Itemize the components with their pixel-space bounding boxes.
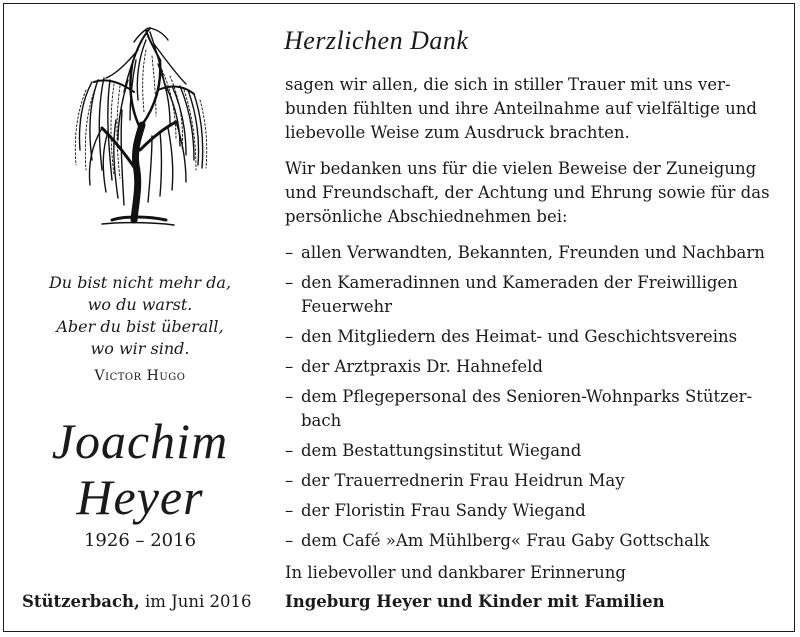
list-item-text: den Kameradinnen und Kameraden der Freiwilligen [301,273,738,292]
list-dash: – [285,357,294,376]
list-item-text: der Trauerrednerin Frau Heidrun May [301,471,625,490]
list-item-text: allen Verwandten, Bekannten, Freunden und Nachbarn [301,243,765,262]
list-item-text: der Arztpraxis Dr. Hahnefeld [301,357,543,376]
list-item-text: dem Pflegepersonal des Senioren-Wohnparks Stützer- [301,387,753,406]
list-item [285,271,785,319]
paragraph-line: sagen wir allen, die sich in stiller Trauer mit uns ver- [285,75,731,94]
place-name: Stützerbach, [22,592,140,611]
list-dash: – [285,531,294,550]
closing-line: In liebevoller und dankbarer Erinnerung [285,563,626,582]
life-years: 1926 – 2016 [83,530,197,551]
list-item [285,469,785,493]
quote-line: wo du warst. [87,295,193,314]
list-dash: – [285,471,294,490]
thanks-paragraph-2 [285,157,773,229]
list-dash: – [285,273,294,292]
thanks-paragraph-1 [285,73,773,145]
place-date [22,592,252,611]
list-item [285,529,785,553]
paragraph-line: persönliche Abschiednehmen bei: [285,207,568,226]
list-item [285,355,785,379]
deceased-last-name: Heyer [76,469,204,525]
paragraph-line: bunden fühlten und ihre Anteilnahme auf vielfältige und [285,99,757,118]
list-item-text: dem Bestattungsinstitut Wiegand [301,441,582,460]
paragraph-line: Wir bedanken uns für die vielen Beweise der Zuneigung [285,159,757,178]
list-item [285,241,785,265]
list-dash: – [285,501,294,520]
list-item-text: bach [301,411,342,430]
quote [10,272,270,360]
list-dash: – [285,441,294,460]
list-item [285,325,785,349]
list-item-text: der Floristin Frau Sandy Wiegand [301,501,586,520]
list-item [285,439,785,463]
list-item-text: dem Café »Am Mühlberg« Frau Gaby Gottschalk [301,531,710,550]
quote-line: Aber du bist überall, [56,317,224,336]
heading-title: Herzlichen Dank [284,26,469,55]
date-text: im Juni 2016 [139,592,252,611]
list-dash: – [285,387,294,406]
thanks-list [285,241,785,559]
list-item [285,385,785,433]
quote-line: wo wir sind. [90,339,190,358]
list-dash: – [285,327,294,346]
quote-author: Victor Hugo [94,368,186,384]
weeping-willow-tree-icon [62,20,212,230]
paragraph-line: und Freundschaft, der Achtung und Ehrung sowie für das [285,183,770,202]
deceased-first-name: Joachim [51,413,229,469]
paragraph-line: liebevolle Weise zum Ausdruck brachten. [285,123,630,142]
signature: Ingeburg Heyer und Kinder mit Familien [285,592,665,611]
list-item-text: Feuerwehr [301,297,392,316]
quote-line: Du bist nicht mehr da, [48,273,232,292]
list-dash: – [285,243,294,262]
list-item [285,499,785,523]
list-item-text: den Mitgliedern des Heimat- und Geschichtsvereins [301,327,738,346]
